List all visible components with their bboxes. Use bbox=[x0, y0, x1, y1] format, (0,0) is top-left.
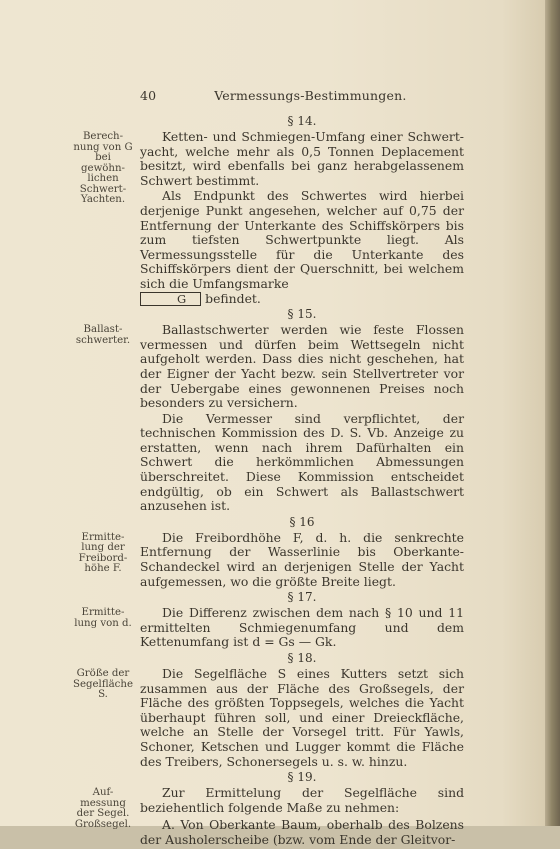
boxed-mark: G bbox=[140, 292, 201, 306]
margin-note: Großsegel. bbox=[74, 819, 132, 831]
section-block bbox=[72, 785, 464, 820]
paragraph: Ketten- und Schmiegen-Umfang einer Schwert-yacht, welche mehr als 0,5 Tonnen Deplacement besitzt, wird ebenfalls bei ganz herabgelassenem Schwert bestimmt. bbox=[140, 129, 464, 188]
section-heading: § 18. bbox=[287, 651, 317, 665]
section-heading: § 15. bbox=[287, 307, 317, 322]
margin-note: Berech- nung von G bei gewöhn- lichen Schwert- Yachten. bbox=[73, 131, 133, 205]
section-block bbox=[72, 818, 464, 847]
section-block bbox=[72, 531, 464, 589]
section-block bbox=[72, 130, 464, 306]
paragraph-text: befindet. bbox=[205, 290, 261, 306]
paragraph: Die Freibordhöhe F, d. h. die senkrechte Entfernung der Wasserlinie bis Oberkante-Schandeckel wird an derjenigen Stelle der Yacht aufgemessen, wo die größte Breite liegt. bbox=[140, 529, 464, 589]
section-heading: § 14. bbox=[287, 114, 317, 128]
margin-note: Größe der Segelfläche S. bbox=[73, 668, 133, 700]
margin-note: Auf- messung der Segel. bbox=[76, 787, 130, 820]
paragraph bbox=[140, 189, 464, 306]
section-block bbox=[72, 667, 464, 769]
margin-note: Ermitte- lung von d. bbox=[74, 607, 132, 629]
page-number: 40 bbox=[140, 88, 157, 103]
paragraph: Die Differenz zwischen dem nach § 10 und 11 ermittelten Schmiegenumfang und dem Kettenumfang ist d = Gs — Gk. bbox=[140, 605, 464, 650]
section-heading: § 17. bbox=[287, 590, 317, 605]
paragraph: Die Vermesser sind verpflichtet, der technischen Kommission des D. S. Vb. Anzeige zu erstatten, wenn nach ihrem Dafürhalten ein Schwert die herkömmlichen Abmessungen überschreitet. Diese Kommission entscheidet endgültig, ob ein Schwert als Ballastschwert anzusehen ist. bbox=[140, 410, 464, 514]
book-spine-edge bbox=[545, 0, 560, 826]
margin-note: Ballast- schwerter. bbox=[75, 324, 131, 346]
page-content bbox=[72, 114, 464, 849]
paragraph: A. Von Oberkante Baum, oberhalb des Bolzens der Ausholerscheibe (bzw. vom Ende der Gleitvor- bbox=[140, 817, 464, 847]
margin-note: Ermitte- lung der Freibord- höhe F. bbox=[78, 531, 128, 575]
section-heading: § 19. bbox=[287, 770, 317, 785]
paragraph: Zur Ermittelung der Segelfläche sind beziehentlich folgende Maße zu nehmen: bbox=[140, 785, 464, 815]
paragraph: Ballastschwerter werden wie feste Flossen vermessen und dürfen beim Wettsegeln nicht aufgeholt werden. Dass dies nicht geschehen, hat der Eigner der Yacht bezw. sein Stellvertreter vor der Uebergabe eines gewonnenen Preises noch besonders zu versichern. bbox=[140, 322, 464, 411]
paragraph-text: Als Endpunkt des Schwertes wird hierbei derjenige Punkt angesehen, welcher auf 0,75 der Entfernung der Unterkante des Schiffskörpers bis zum tiefsten Schwertpunkte liegt. Als Vermessungsstelle für die Unterkante des Schiffskörpers dient der Querschnitt, bei welchem sich die Umfangsmarke bbox=[140, 188, 464, 291]
section-block bbox=[72, 606, 464, 650]
paragraph: Die Segelfläche S eines Kutters setzt sich zusammen aus der Fläche des Großsegels, der Fläche des größten Toppsegels, welches die Yacht überhaupt führen soll, und einer Dreieckfläche, welche an Stelle der Vorsegel tritt. Für Yawls, Schoner, Ketschen und Lugger kommt die Fläche des Treibers, Schonersegels u. s. w. hinzu. bbox=[140, 666, 464, 769]
running-title: Vermessungs-Bestimmungen. bbox=[214, 88, 407, 103]
section-heading: § 16 bbox=[289, 514, 315, 529]
running-header bbox=[140, 88, 407, 103]
section-block bbox=[72, 323, 464, 514]
